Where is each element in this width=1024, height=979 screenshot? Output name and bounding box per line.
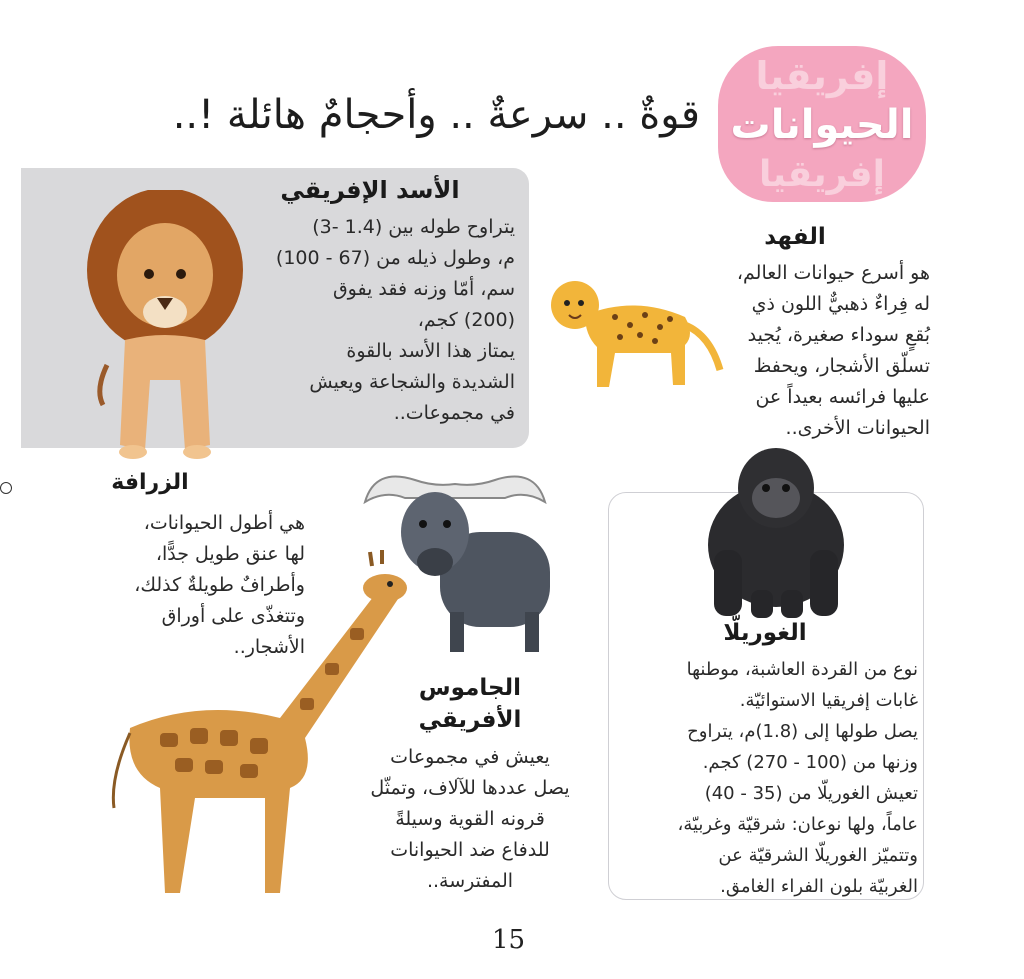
page-number: 15 — [492, 925, 526, 955]
lion-title: الأسد الإفريقي — [280, 176, 460, 204]
gorilla-text: نوع من القردة العاشبة، موطنها غابات إفريقيا الاستوائيّة. يصل طولها إلى (1.8)م، يتراوح وزنها من (100 - 270) كجم. تعيش الغوريلّا من (35 - 40) عاماً، ولها نوعان: شرقيّة وغربيّة، وتتميّز الغوريلّا الشرقيّة عن الغربيّة بلون الفراء الغامق. — [677, 659, 918, 897]
page-marker — [0, 482, 12, 494]
buffalo-title-line1: الجاموس — [418, 675, 522, 701]
giraffe-text: هي أطول الحيوانات، لها عنق طويل جدًّا، وأطرافٌ طويلةٌ كذلك، وتتغذّى على أوراق الأشجار.. — [134, 512, 305, 658]
buffalo-text: يعيش في مجموعات يصل عددها للآلاف، وتمثّل قرونه القوية وسيلةً للدفاع ضد الحيوانات المفترسة.. — [370, 746, 570, 892]
section-badge — [718, 46, 926, 202]
cheetah-title: الفهد — [764, 224, 826, 250]
giraffe-title: الزرافة — [111, 470, 189, 495]
buffalo-illustration — [355, 462, 560, 657]
gorilla-title: الغوريلّا — [723, 620, 807, 646]
lion-text: يتراوح طوله بين (1.4 -3) م، وطول ذيله من (67 - 100) سم، أمّا وزنه فقد يفوق (200) كجم، يمتاز هذا الأسد بالقوة الشديدة والشجاعة ويعيش في مجموعات.. — [275, 216, 515, 424]
lion-illustration — [85, 190, 255, 465]
buffalo-title-line2: الأفريقي — [418, 707, 522, 733]
badge-title: الحيوانات — [730, 102, 914, 148]
badge-ghost-bottom: إفريقيا — [759, 154, 885, 195]
badge-ghost-top: إفريقيا — [755, 54, 889, 98]
page-headline: قوةٌ .. سرعةٌ .. وأحجامٌ هائلة !.. — [172, 92, 700, 138]
buffalo-title — [395, 672, 545, 736]
gorilla-illustration — [696, 440, 856, 620]
cheetah-illustration — [545, 275, 725, 395]
cheetah-text: هو أسرع حيوانات العالم، له فِراءٌ ذهبيٌّ اللون ذي بُقعٍ سوداء صغيرة، يُجيد تسلّق الأشجار، ويحفظ عليها فرائسه بعيداً عن الحيوانات الأخرى.. — [736, 262, 930, 439]
